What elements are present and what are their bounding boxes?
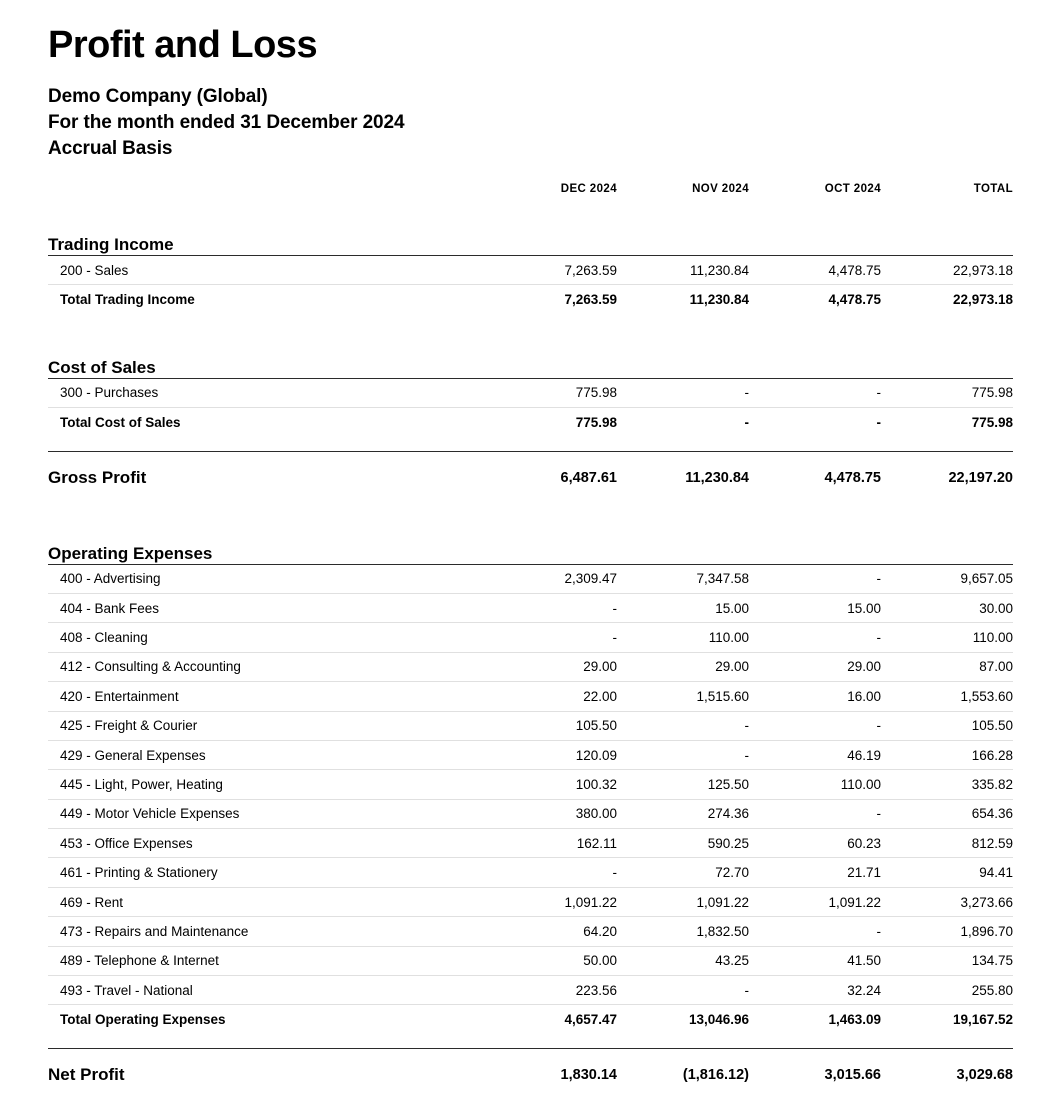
section-title: Trading Income xyxy=(48,207,485,256)
row-value-dec: - xyxy=(485,858,617,887)
table-row xyxy=(48,711,1013,740)
row-label: 429 - General Expenses xyxy=(48,740,485,769)
table-row xyxy=(48,770,1013,799)
row-value-total: 335.82 xyxy=(881,770,1013,799)
row-value-dec: 223.56 xyxy=(485,976,617,1005)
row-value-oct: 32.24 xyxy=(749,976,881,1005)
section-header-operating-expenses xyxy=(48,516,1013,565)
row-value-total: 3,273.66 xyxy=(881,887,1013,916)
row-value-nov: 15.00 xyxy=(617,593,749,622)
section-spacer xyxy=(48,437,1013,452)
row-value-oct: 60.23 xyxy=(749,829,881,858)
row-value-dec: 7,263.59 xyxy=(564,292,617,308)
table-row xyxy=(48,256,1013,285)
row-value-total: 30.00 xyxy=(881,593,1013,622)
row-value-total: 775.98 xyxy=(881,378,1013,407)
column-header-oct: OCT 2024 xyxy=(824,183,881,195)
row-value-oct: 29.00 xyxy=(749,652,881,681)
section-spacer xyxy=(48,500,1013,516)
row-value-total: 19,167.52 xyxy=(952,1012,1013,1028)
row-value-nov: - xyxy=(617,711,749,740)
page-title: Profit and Loss xyxy=(48,24,318,66)
row-value-oct: 21.71 xyxy=(749,858,881,887)
row-value-dec: 775.98 xyxy=(485,378,617,407)
row-value-oct: 41.50 xyxy=(749,946,881,975)
row-value-total: 105.50 xyxy=(881,711,1013,740)
row-value-oct: - xyxy=(749,623,881,652)
row-value-nov: 1,091.22 xyxy=(617,887,749,916)
row-label: 453 - Office Expenses xyxy=(48,829,485,858)
row-value-nov: 11,230.84 xyxy=(617,451,749,500)
net-profit-row xyxy=(48,1048,1013,1097)
table-row xyxy=(48,917,1013,946)
row-value-total: 22,973.18 xyxy=(881,256,1013,285)
row-label: 412 - Consulting & Accounting xyxy=(48,652,485,681)
row-value-nov: 125.50 xyxy=(617,770,749,799)
row-value-nov: 1,832.50 xyxy=(617,917,749,946)
row-value-nov: 29.00 xyxy=(617,652,749,681)
row-value-total: 775.98 xyxy=(971,414,1013,430)
row-value-oct: - xyxy=(749,917,881,946)
row-value-oct: - xyxy=(749,564,881,593)
row-label: 425 - Freight & Courier xyxy=(48,711,485,740)
report-subtitle-block xyxy=(48,84,1013,162)
row-label: 420 - Entertainment xyxy=(48,682,485,711)
row-value-dec: 380.00 xyxy=(485,799,617,828)
row-label: 449 - Motor Vehicle Expenses xyxy=(48,799,485,828)
row-value-total: 255.80 xyxy=(881,976,1013,1005)
row-value-dec: 7,263.59 xyxy=(485,256,617,285)
gross-profit-row xyxy=(48,451,1013,500)
row-value-oct: 1,091.22 xyxy=(749,887,881,916)
row-value-total: 134.75 xyxy=(881,946,1013,975)
row-value-nov: 11,230.84 xyxy=(689,292,749,308)
subtotal-row-operating-expenses xyxy=(48,1005,1013,1034)
row-value-oct: 1,463.09 xyxy=(828,1012,881,1028)
report-period: For the month ended 31 December 2024 xyxy=(48,112,405,133)
section-header-cost-of-sales xyxy=(48,330,1013,379)
row-value-nov: 43.25 xyxy=(617,946,749,975)
table-row xyxy=(48,799,1013,828)
row-label: 404 - Bank Fees xyxy=(48,593,485,622)
table-row xyxy=(48,564,1013,593)
table-row xyxy=(48,682,1013,711)
table-row xyxy=(48,829,1013,858)
column-header-label xyxy=(48,178,485,207)
row-label: 473 - Repairs and Maintenance xyxy=(48,917,485,946)
row-value-dec: 50.00 xyxy=(485,946,617,975)
row-value-nov: 11,230.84 xyxy=(617,256,749,285)
section-spacer xyxy=(48,1034,1013,1049)
row-value-nov: 110.00 xyxy=(617,623,749,652)
column-header-nov: NOV 2024 xyxy=(692,183,749,195)
row-value-dec: 105.50 xyxy=(485,711,617,740)
table-row xyxy=(48,858,1013,887)
row-value-oct: 4,478.75 xyxy=(828,292,881,308)
row-value-total: 94.41 xyxy=(881,858,1013,887)
row-value-nov: 274.36 xyxy=(617,799,749,828)
row-value-oct: 15.00 xyxy=(749,593,881,622)
row-value-total: 1,553.60 xyxy=(881,682,1013,711)
row-value-dec: 2,309.47 xyxy=(485,564,617,593)
table-row xyxy=(48,740,1013,769)
table-row xyxy=(48,976,1013,1005)
profit-and-loss-table xyxy=(48,178,1013,1097)
row-label: Total Operating Expenses xyxy=(60,1012,226,1028)
row-value-dec: - xyxy=(485,623,617,652)
row-value-oct: - xyxy=(749,378,881,407)
row-value-nov: 590.25 xyxy=(617,829,749,858)
row-value-total: 22,197.20 xyxy=(881,451,1013,500)
row-value-dec: - xyxy=(485,593,617,622)
row-value-nov: 72.70 xyxy=(617,858,749,887)
row-value-total: 22,973.18 xyxy=(952,292,1013,308)
row-label: 461 - Printing & Stationery xyxy=(48,858,485,887)
row-value-total: 654.36 xyxy=(881,799,1013,828)
row-value-dec: 22.00 xyxy=(485,682,617,711)
row-value-nov: 13,046.96 xyxy=(688,1012,749,1028)
row-label: 200 - Sales xyxy=(48,256,485,285)
row-value-nov: 7,347.58 xyxy=(617,564,749,593)
row-label: 400 - Advertising xyxy=(48,564,485,593)
row-value-total: 166.28 xyxy=(881,740,1013,769)
row-value-total: 3,029.68 xyxy=(881,1048,1013,1097)
column-header-dec: DEC 2024 xyxy=(560,183,617,195)
row-value-nov: - xyxy=(617,378,749,407)
row-value-oct: 110.00 xyxy=(749,770,881,799)
table-row xyxy=(48,623,1013,652)
row-value-dec: 1,830.14 xyxy=(485,1048,617,1097)
section-title: Operating Expenses xyxy=(48,516,485,565)
row-value-total: 87.00 xyxy=(881,652,1013,681)
table-row xyxy=(48,946,1013,975)
row-value-dec: 29.00 xyxy=(485,652,617,681)
table-row xyxy=(48,652,1013,681)
column-header-total: TOTAL xyxy=(973,183,1013,195)
row-value-dec: 1,091.22 xyxy=(485,887,617,916)
section-header-trading-income xyxy=(48,207,1013,256)
row-value-nov: - xyxy=(744,414,749,430)
row-value-dec: 6,487.61 xyxy=(485,451,617,500)
row-label: 445 - Light, Power, Heating xyxy=(48,770,485,799)
row-value-total: 110.00 xyxy=(881,623,1013,652)
row-value-oct: 46.19 xyxy=(749,740,881,769)
row-value-nov: 1,515.60 xyxy=(617,682,749,711)
row-value-oct: - xyxy=(876,414,881,430)
row-value-dec: 64.20 xyxy=(485,917,617,946)
row-value-oct: - xyxy=(749,711,881,740)
row-value-dec: 162.11 xyxy=(485,829,617,858)
row-value-dec: 775.98 xyxy=(575,414,617,430)
row-label: Total Trading Income xyxy=(60,292,195,308)
row-value-nov: - xyxy=(617,976,749,1005)
row-label: Total Cost of Sales xyxy=(60,414,181,430)
row-value-oct: 16.00 xyxy=(749,682,881,711)
row-value-oct: 4,478.75 xyxy=(749,451,881,500)
row-value-dec: 120.09 xyxy=(485,740,617,769)
table-column-header-row xyxy=(48,178,1013,207)
row-value-total: 812.59 xyxy=(881,829,1013,858)
row-value-oct: - xyxy=(749,799,881,828)
row-value-oct: 4,478.75 xyxy=(749,256,881,285)
row-value-oct: 3,015.66 xyxy=(749,1048,881,1097)
row-label: 469 - Rent xyxy=(48,887,485,916)
row-label: Gross Profit xyxy=(48,451,485,500)
subtotal-row-trading-income xyxy=(48,285,1013,314)
row-value-total: 1,896.70 xyxy=(881,917,1013,946)
row-label: 408 - Cleaning xyxy=(48,623,485,652)
row-label: 489 - Telephone & Internet xyxy=(48,946,485,975)
subtotal-row-cost-of-sales xyxy=(48,408,1013,437)
accounting-basis: Accrual Basis xyxy=(48,138,173,159)
table-row xyxy=(48,593,1013,622)
row-value-dec: 4,657.47 xyxy=(564,1012,617,1028)
table-row xyxy=(48,887,1013,916)
section-title: Cost of Sales xyxy=(48,330,485,379)
row-value-dec: 100.32 xyxy=(485,770,617,799)
row-value-total: 9,657.05 xyxy=(881,564,1013,593)
section-spacer xyxy=(48,314,1013,330)
row-label: 493 - Travel - National xyxy=(48,976,485,1005)
row-value-nov: (1,816.12) xyxy=(617,1048,749,1097)
row-label: Net Profit xyxy=(48,1048,485,1097)
company-name: Demo Company (Global) xyxy=(48,86,268,107)
row-value-nov: - xyxy=(617,740,749,769)
row-label: 300 - Purchases xyxy=(48,378,485,407)
table-row xyxy=(48,378,1013,407)
